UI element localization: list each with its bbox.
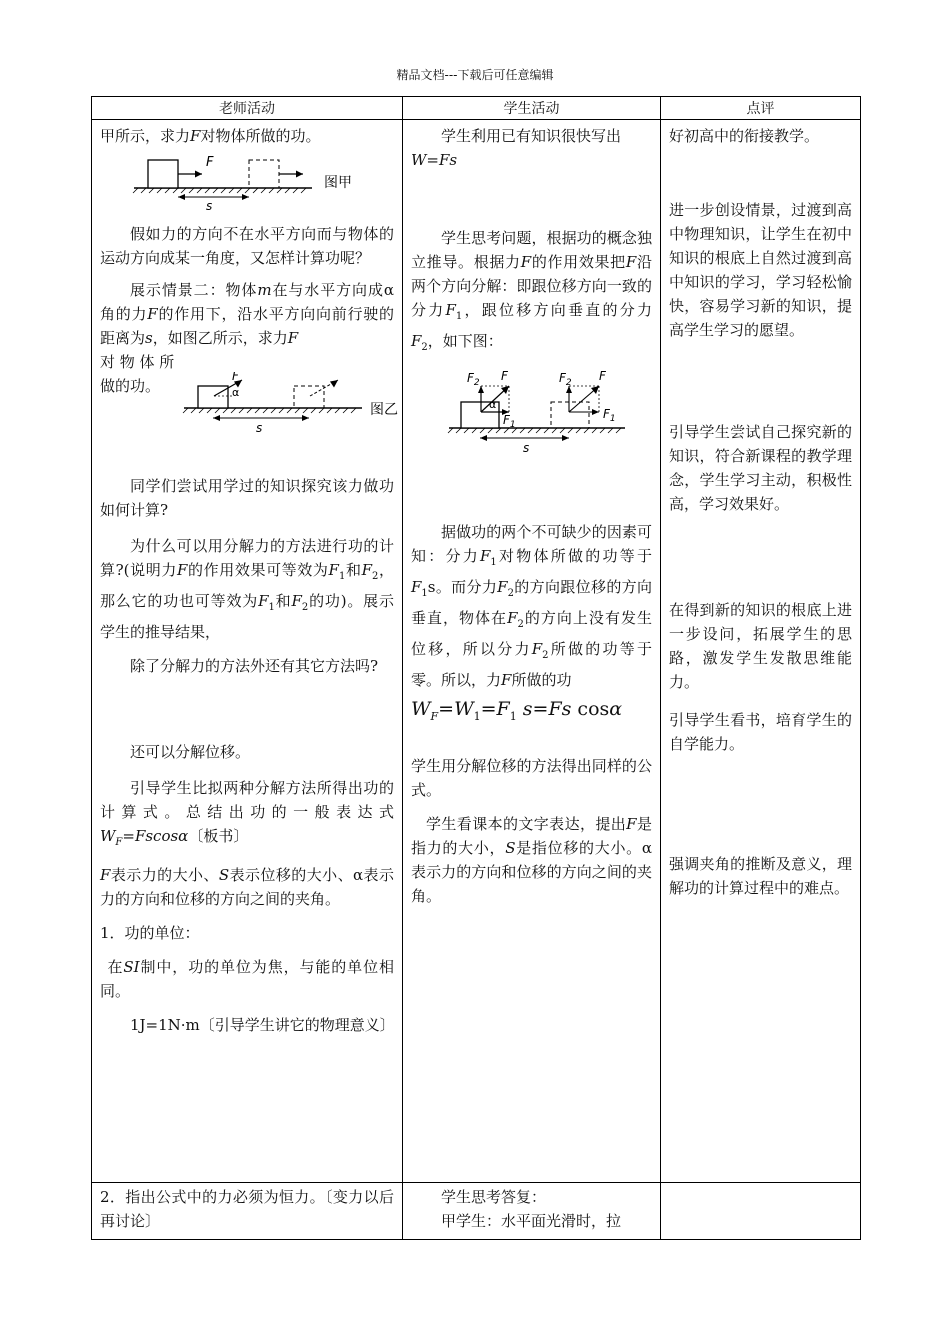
comment-1: 好初高中的衔接教学。 xyxy=(669,127,820,145)
teacher-cell xyxy=(92,120,403,1183)
fig-jia-label: 图甲 xyxy=(324,175,352,191)
fig-F1-left: $F_1$ xyxy=(503,413,516,430)
work-formula: $W_F=W_1=F_1$ s=Fs cosα xyxy=(411,698,623,723)
comment-5: 引导学生看书，培育学生的自学能力。 xyxy=(669,711,852,753)
column-header-comment: 点评 xyxy=(661,97,861,120)
comment-2: 进一步创设情景，过渡到高中物理知识，让学生在初中知识的根底上自然过渡到高中知识的学习，学习轻松愉快，容易学习新的知识，提高学生学习的愿望。 xyxy=(669,201,852,339)
student-text-fs: 学生利用已有知识很快写出 W=Fs xyxy=(411,127,622,169)
table-header-row xyxy=(92,97,861,120)
student-cell-2 xyxy=(403,1183,661,1240)
table-row xyxy=(92,1183,861,1240)
fig-yi-s: s xyxy=(256,421,263,435)
comment-cell xyxy=(661,120,861,1183)
fig-jia-F: F xyxy=(206,155,214,170)
fig-F1-right: $F_1$ xyxy=(603,407,616,424)
student-text-read-book: 学生看课本的文字表达，提出F是指力的大小，S是指位移的大小。α表示力的方向和位移的方向之间的夹角。 xyxy=(411,815,652,905)
comment-cell-2 xyxy=(661,1183,861,1240)
fig-F-left: F xyxy=(501,369,508,383)
student-text-derive: 学生思考问题，根据功的概念独立推导。根据力F的作用效果把F沿两个方向分解：即跟位移方向一致的分力$F_1$，跟位移方向垂直的分力$F_2$，如下图： xyxy=(411,229,652,353)
teacher-text-summary: 引导学生比拟两种分解方法所得出功的计算式。总结出功的一般表达式$W_F=Fscos\alpha$〔板书〕 xyxy=(100,779,394,848)
fig-F2-right: $F_2$ xyxy=(559,371,572,388)
block-end xyxy=(249,160,279,188)
figure-force-decomposition xyxy=(403,366,659,456)
fig-alpha: α xyxy=(489,398,497,411)
column-header-teacher: 老师活动 xyxy=(92,97,403,120)
fig-jia-s: s xyxy=(206,199,213,210)
comment-4: 在得到新的知识的根底上进一步设问，拓展学生的思路，激发学生发散思维能力。 xyxy=(669,601,852,691)
table-row xyxy=(92,120,861,1183)
teacher-text-question: 假如力的方向不在水平方向而与物体的运动方向成某一角度，又怎样计算功呢？ xyxy=(100,225,394,267)
teacher-cell-2 xyxy=(92,1183,403,1240)
teacher-text-scene2: 展示情景二：物体m在与水平方向成α角的力F的作用下，沿水平方向向前行驶的距离为s，如图乙所示，求力F 对 物 体 所 做的功。 xyxy=(100,281,394,395)
teacher-text-other-method: 除了分解力的方法外还有其它方法吗? xyxy=(130,657,379,675)
teacher-text-unit-heading: 1．功的单位： xyxy=(100,924,200,942)
student-text-two-factors: 据做功的两个不可缺少的因素可知：分力$F_1$对物体所做的功等于$F_1s$。而分力$F_2$的方向跟位移的方向垂直，物体在$F_2$的方向上没有发生位移，所以分力$F_2$所做的功等于零。所以，力F所做的功 xyxy=(411,523,652,689)
teacher-text-si: 在SI制中，功的单位为焦，与能的单位相同。 xyxy=(100,958,394,1000)
column-header-student: 学生活动 xyxy=(403,97,661,120)
teacher-text-displacement: 还可以分解位移。 xyxy=(130,743,251,761)
fig-yi-F: F xyxy=(232,372,239,383)
figure-jia xyxy=(92,148,392,210)
teacher-text-constant-force: 2．指出公式中的力必须为恒力。〔变力以后再讨论〕 xyxy=(100,1188,394,1230)
student-text-answer: 学生思考答复： xyxy=(441,1188,547,1206)
fig-yi-alpha: α xyxy=(232,386,240,399)
student-text-jia: 甲学生：水平面光滑时，拉 xyxy=(441,1212,622,1230)
teacher-text-why: 为什么可以用分解力的方法进行功的计算?(说明力F的作用效果可等效为$F_1$和$F_2$，那么它的功也可等效为$F_1$和$F_2$的功)。展示学生的推导结果， xyxy=(100,537,394,641)
fig-s: s xyxy=(523,441,530,455)
teacher-text-joule: 1J=1N·m〔引导学生讲它的物理意义〕 xyxy=(130,1016,395,1034)
page-header: 精品文档---下载后可任意编辑 xyxy=(396,68,554,82)
student-text-displacement-method: 学生用分解位移的方法得出同样的公式。 xyxy=(411,757,652,799)
teacher-text-definitions: F表示力的大小、S表示位移的大小、α表示力的方向和位移的方向之间的夹角。 xyxy=(100,866,394,908)
teacher-text-intro: 甲所示，求力F对物体所做的功。 xyxy=(100,127,321,145)
fig-F2-left: $F_2$ xyxy=(467,371,480,388)
teacher-text-try: 同学们尝试用学过的知识探究该力做功如何计算? xyxy=(100,477,394,519)
lesson-table xyxy=(91,96,861,1240)
block-start xyxy=(148,160,178,188)
fig-yi-label: 图乙 xyxy=(370,402,398,418)
comment-3: 引导学生尝试自己探究新的知识，符合新课程的教学理念，学生学习主动，积极性高，学习效果好。 xyxy=(669,423,852,513)
fig-F-right: F xyxy=(599,369,606,383)
comment-6: 强调夹角的推断及意义，理解功的计算过程中的难点。 xyxy=(669,855,852,897)
student-cell xyxy=(403,120,661,1183)
